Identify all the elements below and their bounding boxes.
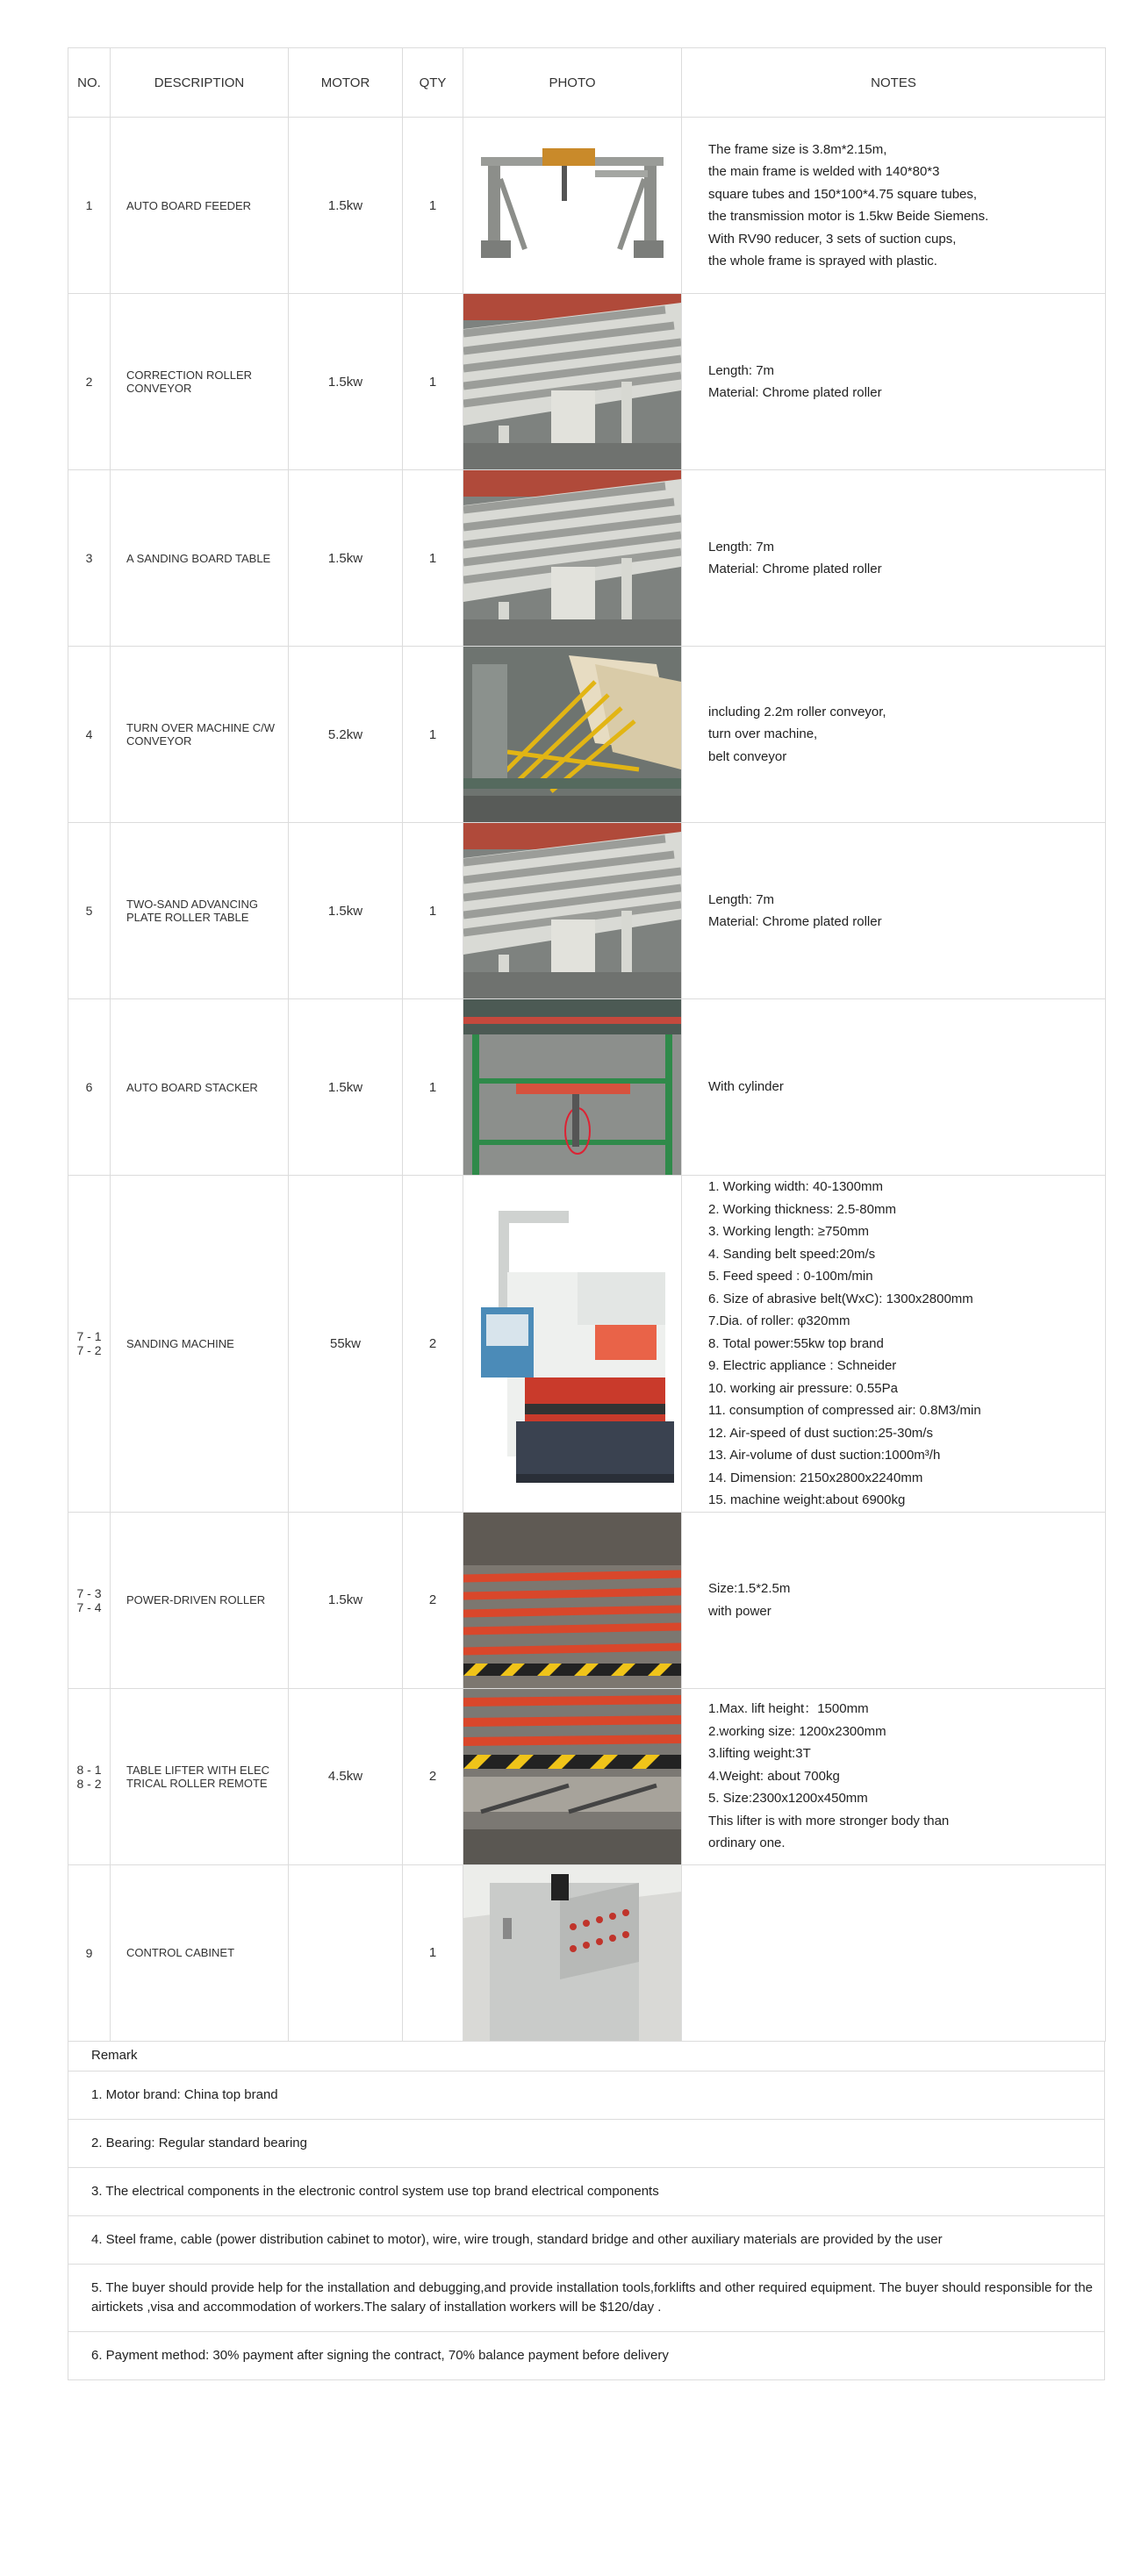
row-number: 1 <box>68 118 111 294</box>
note-line: 4. Sanding belt speed:20m/s <box>708 1246 876 1262</box>
note-line: Length: 7m <box>708 891 775 907</box>
row-description: POWER-DRIVEN ROLLER <box>111 1512 289 1688</box>
row-motor: 1.5kw <box>289 823 403 999</box>
row-qty: 1 <box>403 470 463 647</box>
note-line: ordinary one. <box>708 1835 786 1851</box>
table-lifter-photo <box>463 1689 681 1864</box>
header-qty: QTY <box>403 48 463 118</box>
row-notes <box>682 1864 1106 2041</box>
row-description: TABLE LIFTER WITH ELEC TRICAL ROLLER REMOTE <box>111 1688 289 1864</box>
note-line: 10. working air pressure: 0.55Pa <box>708 1380 898 1396</box>
note-line: With cylinder <box>708 1079 784 1095</box>
note-line: including 2.2m roller conveyor, <box>708 704 886 719</box>
note-line: This lifter is with more stronger body than <box>708 1813 950 1828</box>
remark-item: 4. Steel frame, cable (power distribution cabinet to motor), wire, wire trough, standard bridge and other auxiliary materials are provided by the user <box>68 2216 1105 2265</box>
row-number: 9 <box>68 1864 111 2041</box>
note-line: 2. Working thickness: 2.5-80mm <box>708 1201 896 1217</box>
note-line: belt conveyor <box>708 748 787 764</box>
control-cabinet-photo <box>463 1865 681 2041</box>
note-line: 11. consumption of compressed air: 0.8M3/min <box>708 1403 981 1418</box>
row-qty: 1 <box>403 1864 463 2041</box>
table-row <box>68 647 1106 823</box>
remark-item: 3. The electrical components in the electronic control system use top brand electrical components <box>68 2168 1105 2216</box>
frame-feeder-photo <box>463 118 681 293</box>
note-line: square tubes and 150*100*4.75 square tubes, <box>708 186 978 202</box>
header-no: NO. <box>68 48 111 118</box>
row-notes <box>682 1176 1106 1513</box>
note-line: 8. Total power:55kw top brand <box>708 1335 884 1351</box>
row-description: SANDING MACHINE <box>111 1176 289 1513</box>
row-photo <box>463 470 682 647</box>
note-line: Material: Chrome plated roller <box>708 562 882 576</box>
note-line: 12. Air-speed of dust suction:25-30m/s <box>708 1425 933 1441</box>
table-row <box>68 999 1106 1176</box>
board-stacker-photo <box>463 999 681 1175</box>
table-row <box>68 1512 1106 1688</box>
row-photo <box>463 118 682 294</box>
roller-conveyor-photo <box>463 294 681 469</box>
row-qty: 1 <box>403 823 463 999</box>
row-motor: 1.5kw <box>289 1512 403 1688</box>
row-qty: 1 <box>403 294 463 470</box>
table-row <box>68 1688 1106 1864</box>
row-photo <box>463 647 682 823</box>
note-line: The frame size is 3.8m*2.15m, <box>708 141 887 157</box>
row-motor: 5.2kw <box>289 647 403 823</box>
row-qty: 1 <box>403 999 463 1176</box>
row-qty: 2 <box>403 1512 463 1688</box>
row-notes <box>682 647 1106 823</box>
row-motor: 55kw <box>289 1176 403 1513</box>
note-line: turn over machine, <box>708 726 818 742</box>
note-line: the whole frame is sprayed with plastic. <box>708 254 937 268</box>
row-number: 8 - 1 8 - 2 <box>68 1688 111 1864</box>
row-description: CONTROL CABINET <box>111 1864 289 2041</box>
header-notes: NOTES <box>682 48 1106 118</box>
note-line: 6. Size of abrasive belt(WxC): 1300x2800mm <box>708 1291 973 1306</box>
remark-item: 6. Payment method: 30% payment after signing the contract, 70% balance payment before delivery <box>68 2332 1105 2380</box>
row-notes <box>682 470 1106 647</box>
table-row <box>68 294 1106 470</box>
row-number: 7 - 3 7 - 4 <box>68 1512 111 1688</box>
row-photo <box>463 294 682 470</box>
table-row <box>68 470 1106 647</box>
header-photo: PHOTO <box>463 48 682 118</box>
row-notes <box>682 999 1106 1176</box>
note-line: the transmission motor is 1.5kw Beide Siemens. <box>708 209 989 224</box>
power-roller-photo <box>463 1513 681 1688</box>
note-line: Size:1.5*2.5m <box>708 1581 791 1596</box>
header-description: DESCRIPTION <box>111 48 289 118</box>
row-description: TURN OVER MACHINE C/W CONVEYOR <box>111 647 289 823</box>
note-line: 4.Weight: about 700kg <box>708 1768 840 1784</box>
header-motor: MOTOR <box>289 48 403 118</box>
note-line: With RV90 reducer, 3 sets of suction cups, <box>708 231 957 247</box>
turn-over-machine-photo <box>463 647 681 822</box>
row-description: TWO-SAND ADVANCING PLATE ROLLER TABLE <box>111 823 289 999</box>
row-photo <box>463 1176 682 1513</box>
row-photo <box>463 1512 682 1688</box>
row-motor <box>289 1864 403 2041</box>
remark-item: 5. The buyer should provide help for the installation and debugging,and provide installation tools,forklifts and other required equipment. The buyer should responsible for the airtickets ,visa and accommodation of workers.The salary of installation workers will be $120/day . <box>68 2265 1105 2332</box>
row-motor: 1.5kw <box>289 294 403 470</box>
roller-conveyor-photo <box>463 470 681 646</box>
row-qty: 1 <box>403 647 463 823</box>
remark-title: Remark <box>68 2041 1105 2072</box>
note-line: 14. Dimension: 2150x2800x2240mm <box>708 1470 923 1485</box>
row-notes <box>682 1512 1106 1688</box>
row-number: 3 <box>68 470 111 647</box>
note-line: 3. Working length: ≥750mm <box>708 1224 870 1239</box>
row-notes <box>682 118 1106 294</box>
note-line: Material: Chrome plated roller <box>708 385 882 400</box>
table-row <box>68 118 1106 294</box>
note-line: 1. Working width: 40-1300mm <box>708 1179 883 1194</box>
note-line: 7.Dia. of roller: φ320mm <box>708 1313 850 1328</box>
row-qty: 2 <box>403 1688 463 1864</box>
table-header-row <box>68 48 1106 118</box>
table-row <box>68 1864 1106 2041</box>
row-motor: 1.5kw <box>289 118 403 294</box>
note-line: Length: 7m <box>708 362 775 378</box>
row-photo <box>463 823 682 999</box>
row-number: 5 <box>68 823 111 999</box>
note-line: Material: Chrome plated roller <box>708 914 882 929</box>
row-description: CORRECTION ROLLER CONVEYOR <box>111 294 289 470</box>
equipment-table <box>68 47 1106 2042</box>
row-motor: 1.5kw <box>289 999 403 1176</box>
row-notes <box>682 823 1106 999</box>
roller-conveyor-photo <box>463 823 681 998</box>
sanding-machine-photo <box>463 1176 681 1511</box>
row-description: A SANDING BOARD TABLE <box>111 470 289 647</box>
row-photo <box>463 1688 682 1864</box>
row-motor: 4.5kw <box>289 1688 403 1864</box>
note-line: Length: 7m <box>708 539 775 555</box>
row-qty: 1 <box>403 118 463 294</box>
remark-item: 1. Motor brand: China top brand <box>68 2072 1105 2120</box>
remark-section <box>68 2041 1105 2380</box>
row-number: 4 <box>68 647 111 823</box>
row-number: 2 <box>68 294 111 470</box>
row-photo <box>463 999 682 1176</box>
row-description: AUTO BOARD FEEDER <box>111 118 289 294</box>
note-line: 5. Size:2300x1200x450mm <box>708 1791 868 1807</box>
note-line: the main frame is welded with 140*80*3 <box>708 164 940 179</box>
note-line: 13. Air-volume of dust suction:1000m³/h <box>708 1448 941 1463</box>
row-notes <box>682 294 1106 470</box>
row-photo <box>463 1864 682 2041</box>
row-number: 6 <box>68 999 111 1176</box>
note-line: 1.Max. lift height：1500mm <box>708 1701 869 1717</box>
note-line: 9. Electric appliance : Schneider <box>708 1358 897 1373</box>
note-line: 5. Feed speed : 0-100m/min <box>708 1269 873 1284</box>
note-line: 2.working size: 1200x2300mm <box>708 1723 886 1739</box>
table-row <box>68 1176 1106 1513</box>
note-line: 3.lifting weight:3T <box>708 1746 811 1762</box>
row-qty: 2 <box>403 1176 463 1513</box>
remark-item: 2. Bearing: Regular standard bearing <box>68 2120 1105 2168</box>
row-number: 7 - 1 7 - 2 <box>68 1176 111 1513</box>
row-notes <box>682 1688 1106 1864</box>
note-line: 15. machine weight:about 6900kg <box>708 1492 906 1507</box>
row-motor: 1.5kw <box>289 470 403 647</box>
row-description: AUTO BOARD STACKER <box>111 999 289 1176</box>
note-line: with power <box>708 1603 771 1619</box>
table-row <box>68 823 1106 999</box>
